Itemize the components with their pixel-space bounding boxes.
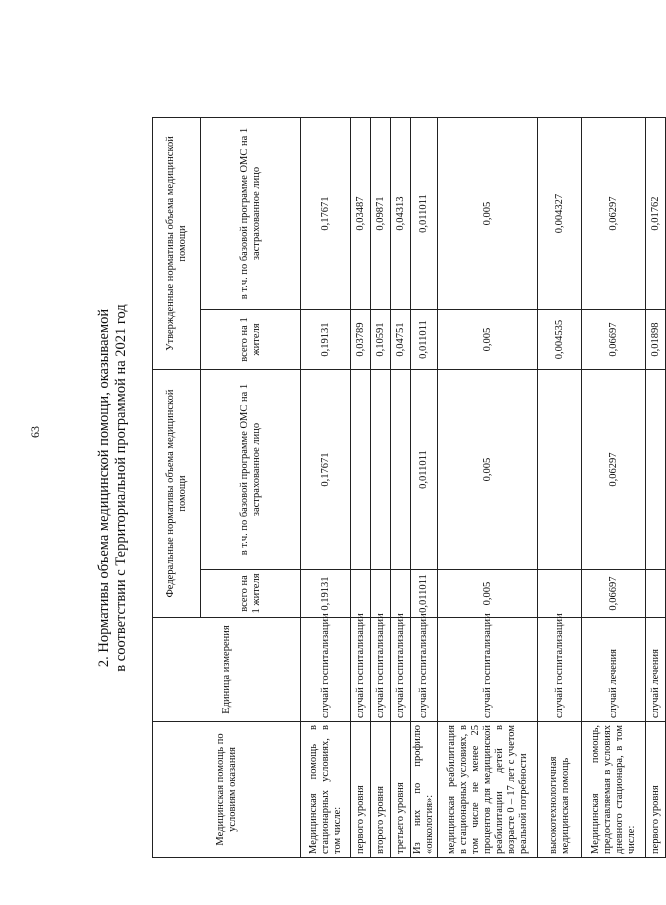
row-app-total: 0,004535	[538, 310, 582, 370]
row-fed-total: 0,19131	[301, 570, 351, 618]
row-app-total: 0,04751	[391, 310, 411, 370]
row-name: первого уровня	[351, 722, 371, 858]
row-name: высокотехнологичная медицинская помощь	[538, 722, 582, 858]
row-fed-oms	[391, 370, 411, 570]
header-app-per-capita: всего на 1 жителя	[201, 310, 301, 370]
row-app-oms: 0,03487	[351, 118, 371, 310]
row-fed-oms: 0,011011	[411, 370, 438, 570]
row-name: Медицинская помощь в стационарных условиях, в том числе:	[301, 722, 351, 858]
header-app-per-insured: в т.ч. по базовой программе ОМС на 1 застрахованное лицо	[201, 118, 301, 310]
table-row	[411, 118, 438, 858]
table-row	[538, 118, 582, 858]
row-unit: случай госпитализации	[351, 618, 371, 722]
header-approved-norms: Утвержденные нормативы объема медицинской помощи	[153, 118, 201, 370]
row-name: третьего уровня	[391, 722, 411, 858]
row-app-total: 0,06697	[582, 310, 646, 370]
row-fed-total	[351, 570, 371, 618]
row-app-oms: 0,04313	[391, 118, 411, 310]
row-app-oms: 0,011011	[411, 118, 438, 310]
row-unit: случай госпитализации	[438, 618, 538, 722]
table-row	[582, 118, 646, 858]
row-name: Из них по профилю «онкология»:	[411, 722, 438, 858]
row-app-total: 0,10591	[371, 310, 391, 370]
row-app-total: 0,005	[438, 310, 538, 370]
row-app-total: 0,03789	[351, 310, 371, 370]
row-name: Медицинская помощь, предоставляемая в условиях дневного стационара, в том числе:	[582, 722, 646, 858]
table-row	[646, 118, 666, 858]
row-fed-oms: 0,005	[438, 370, 538, 570]
title-line-1: 2. Нормативы объема медицинской помощи, оказываемой	[96, 308, 112, 668]
header-care-type: Медицинская помощь по условиям оказания	[153, 722, 301, 858]
row-fed-total	[391, 570, 411, 618]
row-name: медицинская реабилитация в стационарных условиях, в том числе не менее 25 процентов для медицинской реабилитации детей в возрасте 0 – 17 лет с учетом реальной потребности	[438, 722, 538, 858]
table-row	[301, 118, 351, 858]
row-app-oms: 0,01762	[646, 118, 666, 310]
row-unit: случай госпитализации	[301, 618, 351, 722]
row-unit: случай госпитализации	[538, 618, 582, 722]
row-unit: случай госпитализации	[391, 618, 411, 722]
row-app-oms: 0,06297	[582, 118, 646, 310]
row-fed-oms: 0,17671	[301, 370, 351, 570]
header-federal-norms: Федеральные нормативы объема медицинской помощи	[153, 370, 201, 618]
row-app-total: 0,011011	[411, 310, 438, 370]
table-row	[438, 118, 538, 858]
norms-table	[152, 117, 666, 858]
row-app-oms: 0,17671	[301, 118, 351, 310]
row-fed-total	[371, 570, 391, 618]
row-fed-oms	[538, 370, 582, 570]
row-fed-total	[646, 570, 666, 618]
row-fed-total: 0,005	[438, 570, 538, 618]
rotated-page-content	[96, 118, 661, 858]
row-app-total: 0,01898	[646, 310, 666, 370]
row-fed-total: 0,06697	[582, 570, 646, 618]
row-name: первого уровня	[646, 722, 666, 858]
row-fed-oms	[371, 370, 391, 570]
table-row	[351, 118, 371, 858]
row-fed-oms	[351, 370, 371, 570]
row-fed-total: 0,011011	[411, 570, 438, 618]
row-fed-total	[538, 570, 582, 618]
header-unit: Единица измерения	[153, 618, 301, 722]
row-app-oms: 0,005	[438, 118, 538, 310]
row-unit: случай госпитализации	[411, 618, 438, 722]
row-fed-oms	[646, 370, 666, 570]
title-line-2: в соответствии с Территориальной программой на 2021 год	[113, 304, 129, 672]
row-unit: случай лечения	[582, 618, 646, 722]
page-number: 63	[28, 426, 42, 438]
row-app-oms: 0,09871	[371, 118, 391, 310]
row-app-total: 0,19131	[301, 310, 351, 370]
table-row	[391, 118, 411, 858]
header-fed-per-capita: всего на 1 жителя	[201, 570, 301, 618]
header-fed-per-insured: в т.ч. по базовой программе ОМС на 1 застрахованное лицо	[201, 370, 301, 570]
row-name: второго уровня	[371, 722, 391, 858]
row-unit: случай лечения	[646, 618, 666, 722]
row-unit: случай госпитализации	[371, 618, 391, 722]
section-title	[96, 118, 144, 858]
row-fed-oms: 0,06297	[582, 370, 646, 570]
table-row	[371, 118, 391, 858]
row-app-oms: 0,004327	[538, 118, 582, 310]
